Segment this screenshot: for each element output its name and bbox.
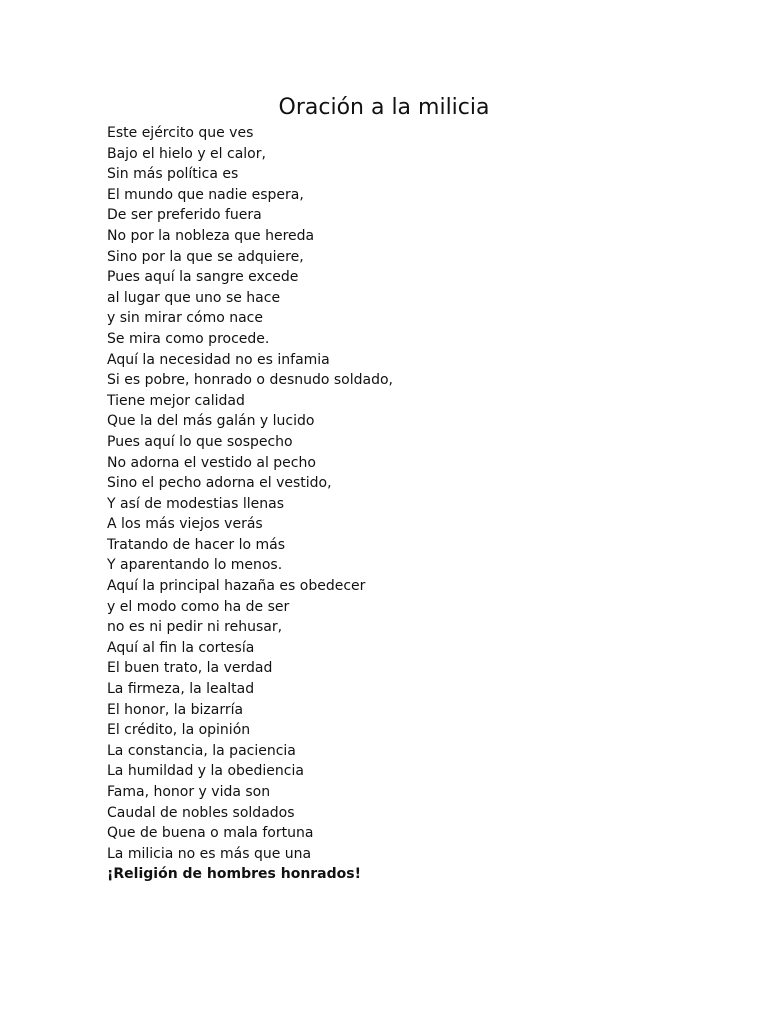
poem-verse: No por la nobleza que hereda [107,227,315,244]
poem-body [107,123,393,885]
poem-verse: Sino el pecho adorna el vestido, [107,475,332,492]
poem-verse: El crédito, la opinión [107,722,251,739]
poem-verse: A los más viejos verás [107,516,263,533]
poem-final-verse: ¡Religión de hombres honrados! [107,866,361,883]
poem-verse: Aquí la principal hazaña es obedecer [107,578,366,595]
poem-verse: Fama, honor y vida son [107,784,271,800]
poem-verse: De ser preferido fuera [107,207,262,224]
poem-verse: Caudal de nobles soldados [107,804,295,821]
poem-verse: Sin más política es [107,166,239,183]
poem-verse: no es ni pedir ni rehusar, [107,619,283,636]
poem-verse: La milicia no es más que una [107,845,312,862]
poem-verse: Este ejército que ves [107,125,254,141]
poem-verse: El honor, la bizarría [107,701,244,718]
poem-verse: Que de buena o mala fortuna [107,825,314,842]
poem-verse: y sin mirar cómo nace [107,310,263,327]
poem-verse: La constancia, la paciencia [107,742,296,759]
poem-verse: Tiene mejor calidad [107,392,245,409]
poem-verse: Pues aquí la sangre excede [107,269,299,286]
poem-verse: Y así de modestias llenas [107,495,285,512]
poem-verse: Se mira como procede. [107,330,270,347]
poem-verse: La firmeza, la lealtad [107,681,255,698]
poem-verse: Sino por la que se adquiere, [107,248,304,265]
poem-verse: Aquí al fin la cortesía [107,639,255,656]
poem-verse: Si es pobre, honrado o desnudo soldado, [107,372,394,389]
poem-verse: El buen trato, la verdad [107,660,273,677]
page-title: Oración a la milicia [278,95,490,120]
poem-verse: Y aparentando lo menos. [107,557,283,574]
poem-verse: Aquí la necesidad no es infamia [107,351,330,368]
poem-verse: al lugar que uno se hace [107,289,281,306]
poem-verse: Bajo el hielo y el calor, [107,145,266,162]
poem-verse: Tratando de hacer lo más [107,536,286,553]
poem-verse: y el modo como ha de ser [107,598,290,615]
poem-verse: No adorna el vestido al pecho [107,454,316,471]
poem-verse: La humildad y la obediencia [107,763,304,780]
poem-verse: El mundo que nadie espera, [107,186,304,203]
poem-verse: Pues aquí lo que sospecho [107,433,293,450]
poem-verse: Que la del más galán y lucido [107,413,315,430]
